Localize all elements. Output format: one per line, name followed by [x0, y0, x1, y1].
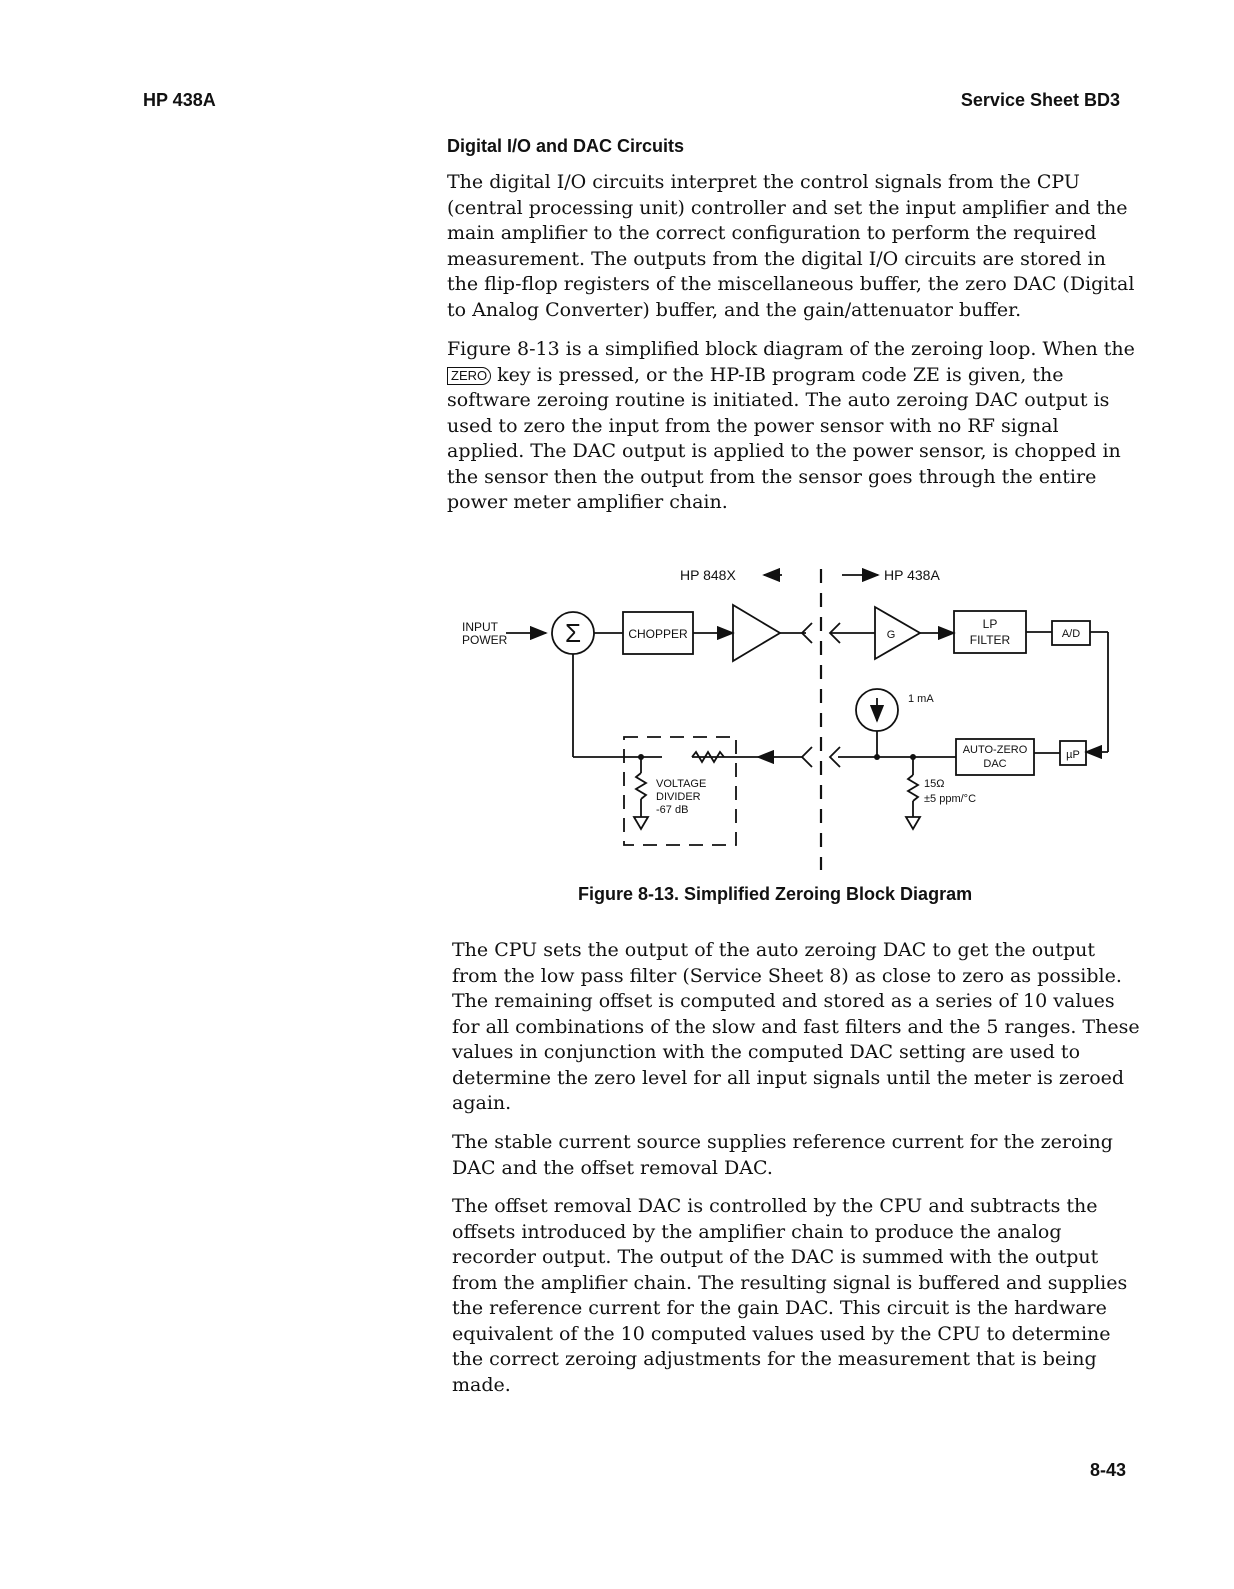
paragraph-digital-io: The digital I/O circuits interpret the control signals from the CPU (central processing unit) controller and set the input amplifier and the main amplifier to the correct configuration to perform the required measurement. The outputs from the digital I/O circuits are stored in the flip-flop registers of the miscellaneous buffer, the zero DAC (Digital to Analog Converter) buffer, and the gain/attenuator buffer. — [447, 171, 1135, 321]
gain-amplifier — [875, 607, 920, 659]
autozero-label-2: DAC — [983, 758, 1007, 770]
label-hp-848x: HP 848X — [680, 567, 736, 583]
page-number: 8-43 — [1089, 1460, 1126, 1480]
zero-key-icon: ZERO — [447, 367, 491, 385]
label-power: POWER — [462, 633, 508, 647]
autozero-label-1: AUTO-ZERO — [962, 744, 1028, 756]
res-label-2: ±5 ppm/°C — [924, 793, 977, 805]
sum-symbol: Σ — [564, 618, 582, 648]
res-label-1: 15Ω — [924, 778, 945, 790]
label-hp-438a: HP 438A — [884, 567, 940, 583]
vd-label-3: -67 dB — [656, 804, 689, 816]
lp-label-1: LP — [982, 617, 998, 631]
paragraph-zeroing-loop-b: key is pressed, or the HP-IB program code ZE is given, the software zeroing routine is initiated. The auto zeroing DAC output is used to zero the input from the power sensor with no RF signal applied. The DAC output is applied to the power sensor, is chopped in the sensor then the output from the sensor goes through the entire power meter amplifier chain. — [447, 363, 1121, 513]
paragraph-cpu-dac: The CPU sets the output of the auto zeroing DAC to get the output from the low pass filter (Service Sheet 8) as close to zero as possible. The remaining offset is computed and stored as a series of 10 values for all combinations of the slow and fast filters and the 5 ranges. These values in conjunction with the computed DAC setting are used to determine the zero level for all input signals until the meter is zeroed again. — [452, 939, 1140, 1114]
zeroing-block-diagram — [440, 555, 1130, 875]
paragraph-offset-removal: The offset removal DAC is controlled by the CPU and subtracts the offsets introduced by the amplifier chain to produce the analog recorder output. The output of the DAC is summed with the output from the amplifier chain. The resulting signal is buffered and supplies the reference current for the gain DAC. This circuit is the hardware equivalent of the 10 computed values used by the CPU to determine the correct zeroing adjustments for the measurement that is being made. — [452, 1195, 1128, 1396]
header-service-sheet: Service Sheet BD3 — [960, 90, 1120, 110]
lp-label-2: FILTER — [969, 633, 1011, 647]
current-label: 1 mA — [908, 693, 934, 705]
vd-label-1: VOLTAGE — [656, 778, 707, 790]
paragraph-current-source: The stable current source supplies reference current for the zeroing DAC and the offset removal DAC. — [452, 1131, 1113, 1179]
figure-caption: Figure 8-13. Simplified Zeroing Block Diagram — [578, 884, 973, 904]
section-title: Digital I/O and DAC Circuits — [447, 136, 685, 156]
paragraph-zeroing-loop — [447, 337, 1137, 516]
paragraph-zeroing-loop-a: Figure 8-13 is a simplified block diagram of the zeroing loop. When the — [447, 338, 1135, 360]
up-label: µP — [1066, 749, 1080, 761]
gain-label: G — [886, 629, 896, 641]
header-model: HP 438A — [143, 90, 216, 110]
chopper-label: CHOPPER — [628, 627, 688, 641]
ad-label: A/D — [1061, 628, 1081, 640]
label-input: INPUT — [462, 620, 498, 634]
vd-label-2: DIVIDER — [656, 791, 701, 803]
sensor-amplifier — [733, 605, 780, 661]
